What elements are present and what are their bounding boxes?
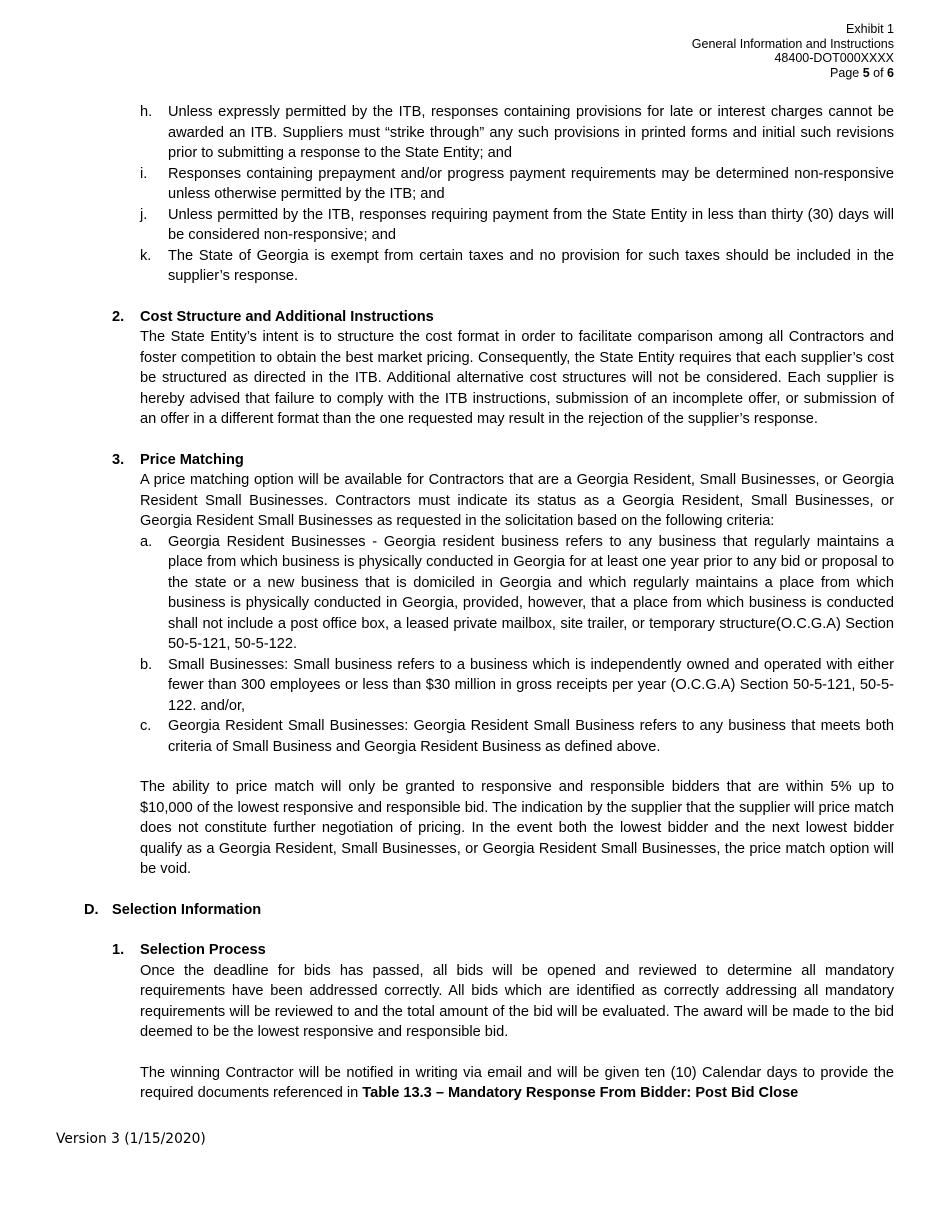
criteria-item-a: a. Georgia Resident Businesses - Georgia resident business refers to any business that regularly maintains a place from which business is physically conducted in Georgia for at least one year prior to any bid or proposal to the state or a new business that is domiciled in Georgia and which regularly maintains a place from which business is physically conducted in Georgia, provided, however, that a place from which business is conducted shall not include a post office box, a leased private mailbox, site trailer, or temporary structure(O.C.G.A) Section 50-5-121, 50-5-122. bbox=[140, 533, 894, 652]
table-reference: Table 13.3 – Mandatory Response From Bidder: Post Bid Close bbox=[362, 1085, 799, 1101]
winning-contractor-paragraph: The winning Contractor will be notified in writing via email and will be given ten (10) Calendar days to provide the required documents referenced in Table 13.3 – Mandatory Response From Bidder: Post Bid Close bbox=[140, 1064, 894, 1101]
section-3-intro: A price matching option will be available for Contractors that are a Georgia Resident, Small Businesses, or Georgia Resident Small Businesses. Contractors must indicate its status as a Georgia Resident, Small Businesses, or Georgia Resident Small Businesses as requested in the solicitation based on the following criteria: bbox=[140, 472, 894, 529]
document-section-title: General Information and Instructions bbox=[691, 36, 894, 51]
document-body bbox=[0, 102, 950, 1104]
section-2-heading: 2. Cost Structure and Additional Instructions bbox=[112, 308, 434, 325]
section-3-heading: 3. Price Matching bbox=[112, 451, 244, 468]
list-item-h: h. Unless expressly permitted by the ITB, responses containing provisions for late or interest charges cannot be awarded an ITB. Suppliers must “strike through” any such provisions in printed forms and initial such revisions prior to submitting a response to the State Entity; and bbox=[140, 104, 894, 161]
exhibit-label: Exhibit 1 bbox=[846, 22, 894, 36]
version-footer: Version 3 (1/15/2020) bbox=[56, 1131, 206, 1147]
selection-process-heading: 1. Selection Process bbox=[112, 942, 266, 958]
document-id: 48400-DOT000XXXX bbox=[774, 51, 894, 66]
selection-process-body: Once the deadline for bids has passed, all bids will be opened and reviewed to determine all mandatory requirements have been addressed correctly. All bids which are identified as correctly addressing all mandatory requirements will be reviewed to and the total amount of the bid will be evaluated. The award will be made to the bid deemed to be the lowest responsive and responsible bid. bbox=[140, 962, 894, 1040]
list-item-j: j. Unless permitted by the ITB, responses requiring payment from the State Entity in less than thirty (30) days will be considered non-responsive; and bbox=[140, 206, 894, 243]
list-item-k: k. The State of Georgia is exempt from certain taxes and no provision for such taxes should be included in the supplier’s response. bbox=[140, 247, 894, 284]
page-header bbox=[692, 22, 894, 80]
criteria-item-b: b. Small Businesses: Small business refers to a business which is independently owned and operated with either fewer than 300 employees or less than $30 million in gross receipts per year (O.C.G.A) Section 50-5-121, 50-5-122. and/or, bbox=[140, 656, 894, 714]
section-d-heading: D. Selection Information bbox=[84, 901, 262, 918]
price-match-closing: The ability to price match will only be granted to responsive and responsible bidders that are within 5% up to $10,000 of the lowest responsive and responsible bid. The indication by the supplier that the supplier will price match does not constitute further negotiation of pricing. In the event both the lowest bidder and the next lowest bidder qualify as a Georgia Resident, Small Businesses, or Georgia Resident Small Businesses, the price match option will be void. bbox=[140, 779, 894, 877]
list-item-i: i. Responses containing prepayment and/or progress payment requirements may be determined non-responsive unless otherwise permitted by the ITB; and bbox=[140, 165, 894, 202]
section-2-body: The State Entity’s intent is to structure the cost format in order to facilitate comparison among all Contractors and foster competition to obtain the best market pricing. Consequently, the State Entity requires that each supplier’s cost be structured as directed in the ITB. Additional alternative cost structures will not be considered. Each supplier is hereby advised that failure to comply with the ITB instructions, submission of an incomplete offer, or submission of an offer in a different format than the one requested may result in the rejection of the supplier’s response. bbox=[140, 329, 894, 427]
page-indicator: Page 5 of 6 bbox=[830, 65, 894, 80]
criteria-item-c: c. Georgia Resident Small Businesses: Georgia Resident Small Business refers to any business that meets both criteria of Small Business and Georgia Resident Business as defined above. bbox=[140, 718, 894, 755]
